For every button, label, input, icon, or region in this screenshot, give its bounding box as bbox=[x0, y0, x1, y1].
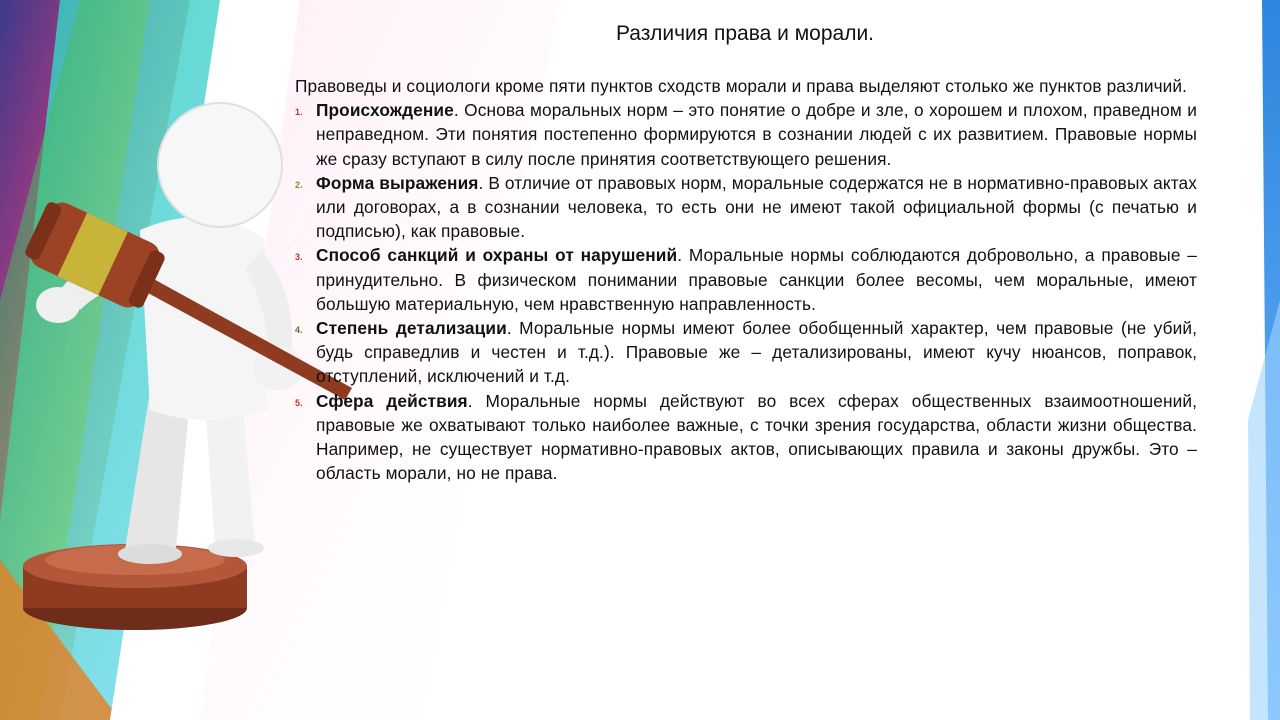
list-item bbox=[295, 98, 1197, 171]
item-term: Происхождение bbox=[316, 100, 454, 121]
list-item bbox=[295, 389, 1198, 486]
item-text: . Моральные нормы соблюдаются добровольно, а правовые – принудительно. В физическом понимании правовые санкции более весомы, чем моральные, имеют большую материальную, чем нравственную направленность. bbox=[316, 245, 1197, 314]
list-marker: 4. bbox=[295, 325, 303, 336]
intro-paragraph: Правоведы и социологи кроме пяти пунктов сходств морали и права выделяют столько же пунктов различий. bbox=[295, 76, 1188, 96]
item-text: . Моральные нормы действуют во всех сферах общественных взаимоотношений, правовые же охватывают только наиболее важные, с точки зрения государства, области жизни общества. Например, не существует нормативно-правовых актов, описывающих правила и законы дружбы. Это – область морали, но не права. bbox=[316, 390, 1198, 484]
item-term: Сфера действия bbox=[316, 390, 468, 411]
item-text: . Основа моральных норм – это понятие о добре и зле, о хорошем и плохом, праведном и неправедном. Эти понятия постепенно формируются в сознании людей с их развитием. Правовые нормы же сразу вступают в силу после принятия соответствующего решения. bbox=[316, 100, 1197, 169]
item-term: Форма выражения bbox=[316, 172, 479, 193]
list-item bbox=[295, 171, 1197, 244]
item-text: . Моральные нормы имеют более обобщенный характер, чем правовые (не убий, будь справедлив и честен и т.д.). Правовые же – детализированы, имеют кучу нюансов, поправок, отступлений, исключений и т.д. bbox=[316, 318, 1197, 387]
differences-list bbox=[295, 98, 1197, 485]
item-term: Способ санкций и охраны от нарушений bbox=[316, 245, 678, 266]
item-term: Степень детализации bbox=[316, 318, 507, 339]
list-marker: 3. bbox=[295, 252, 303, 263]
slide-content bbox=[295, 74, 1197, 485]
list-marker: 1. bbox=[295, 107, 303, 118]
list-item bbox=[295, 316, 1197, 389]
list-marker: 2. bbox=[295, 179, 303, 190]
slide-title: Различия права и морали. bbox=[615, 22, 875, 45]
item-text: . В отличие от правовых норм, моральные содержатся не в нормативно-правовых актах или договорах, а в сознании человека, то есть они не имеют такой официальной формы (с печатью и подписью), как правовые. bbox=[316, 172, 1197, 242]
list-item bbox=[295, 243, 1197, 316]
list-marker: 5. bbox=[295, 397, 303, 408]
